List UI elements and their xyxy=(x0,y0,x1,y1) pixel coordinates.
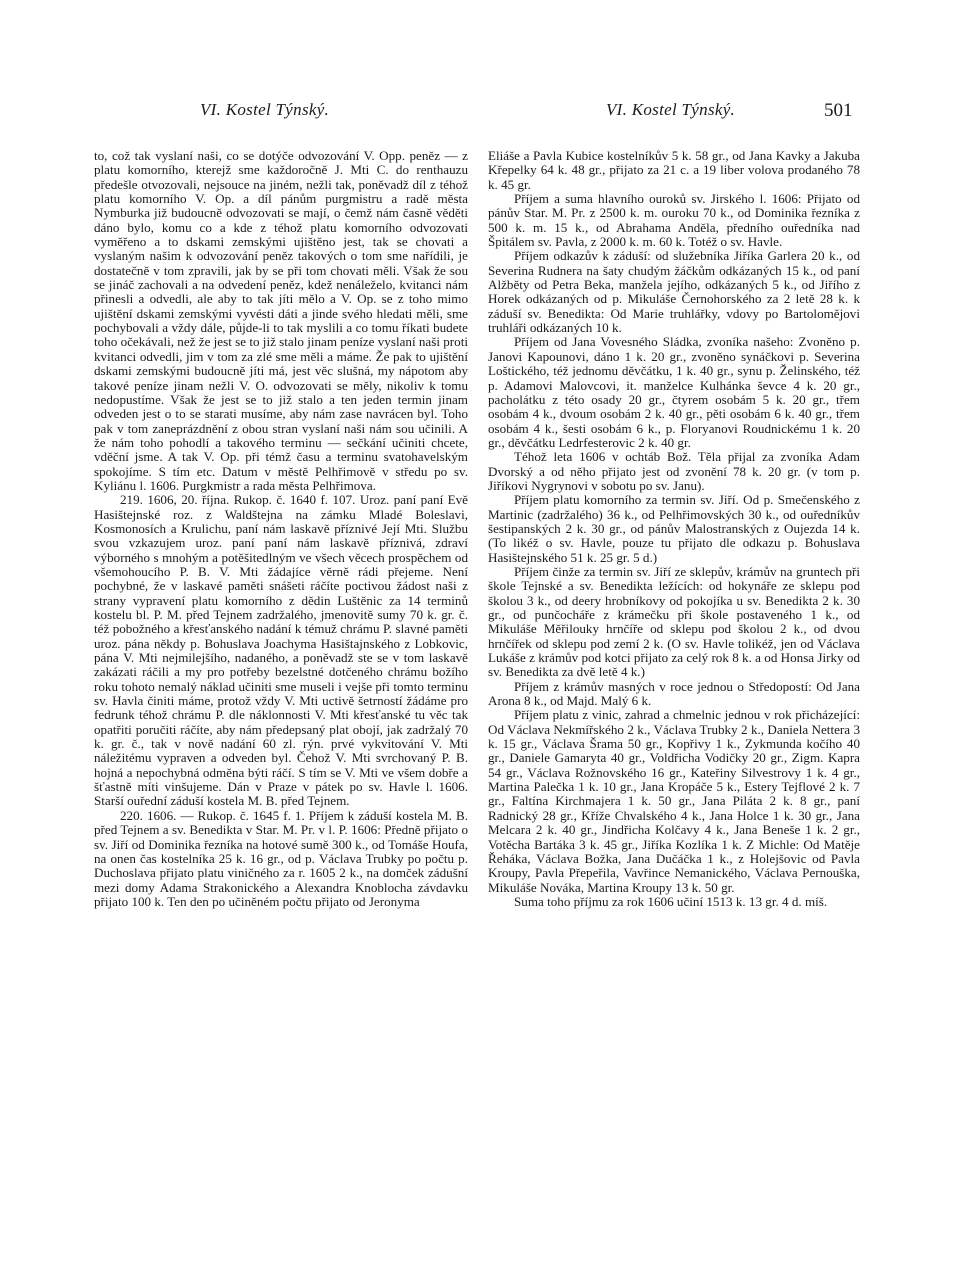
page-header xyxy=(0,100,960,130)
paragraph: to, což tak vyslaní naši, co se dotýče odvozování V. Opp. peněz — z platu komorního, kterejž sme každoročně J. Mti C. do renthauzu předešle otvozovali, nejsouce na jiném, nežli tak, poněvadž díl z téhož platu komorního V. Op. a díl pánům purgmistru a radě města Nymburka již budoucně odvozovati se mají, o čemž nám časně věděti dáno bylo, komu co a kde z téhož platu komorního odvozovati vyměřeno a to dskami zemskými ujištěno jest, tak se chovati a vyslaným našim k odvozování peněz takových o tom sme nařídili, je dostatečně v tom zpravili, jak by se při tom chovati měli. Však že sou se jináč zachovali a na odvedení peněz, kdež nenáleželo, kvitanci nám přinesli a odvedli, ale aby to tak jíti mělo a V. Op. se z toho mimo ujištění dskami zemskými vyvésti dáti a jinde svého hledati měli, sme pochybovali a vždy dále, půjde-li to tak myslili a co tomu říkati budete toho očekávali, než že jest se to již stalo jinam peníze vyslaní naši proti kvitanci odvedli, jim v tom za zlé sme měli a máme. Že pak to ujištění dskami zemskými budoucně jíti má, jest věc slušná, my nápotom aby takové peníze jinam nežli V. O. odvozovati se měly, nikoliv k tomu nedopustíme. Však že jest se to již stalo a ten jeden termin jinam odveden jest o to se starati musíme, aby nám zase navrácen byl. Toho pak v tom zaneprázdnění z obou stran vyslaní naši nám sou učinili. A že nám toho pohodlí a takového terminu — sečkání učiniti chcete, vděční jsme. A tak V. Op. při témž času a terminu svatohavelským spokojíme. S tím etc. Datum v městě Pelhřimově v středu po sv. Kyliánu l. 1606. Purgkmistr a rada města Pelhřimova. xyxy=(94,148,468,493)
paragraph: Příjem z krámův masných v roce jednou o Středopostí: Od Jana Arona 8 k., od Majd. Malý 6 k. xyxy=(488,678,860,709)
paragraph: Příjem a suma hlavního ouroků sv. Jirského l. 1606: Přijato od pánův Star. M. Pr. z 2500 k. m. ouroku 70 k., od Dominika řezníka z 500 k. m. 15 k., od Abrahama Anděla, předního ouředníka nad Špitálem sv. Pavla, z 2000 k. m. 60 k. Totéž o sv. Havle. xyxy=(488,191,860,250)
running-head-left: VI. Kostel Týnský. xyxy=(200,100,330,119)
paragraph: Suma toho příjmu za rok 1606 učiní 1513 k. 13 gr. 4 d. míš. xyxy=(514,893,828,909)
paragraph: Příjem od Jana Vovesného Sládka, zvoníka našeho: Zvoněno p. Janovi Kapounovi, dáno 1 k. 20 gr., zvoněno synáčkovi p. Severina Loštického, též jednomu děvčátku, 1 k. 40 gr., synu p. Želinského, též p. Adamovi Malovcovi, it. manželce Kulhánka ševce 4 k. 20 gr., pacholátku z této osady 20 gr., čtyrem osobám 5 k. 20 gr., třem osobám 4 k., dvoum osobám 2 k. 40 gr., pěti osobám 6 k. 40 gr., třem osobám 4 k., šesti osobám 6 k., p. Floryanovi Roudnickému 1 k. 20 gr., děvčátku Ledrfesterovic 2 k. 40 gr. xyxy=(488,334,860,450)
paragraph: Příjem odkazův k záduší: od služebníka Jiříka Garlera 20 k., od Severina Rudnera na šaty chudým žáčkům odkázaných 15 k., od paní Alžběty od Petra Beka, manžela jejího, odkázaných 5 k., od Jiřího z Horek odkázaných od p. Mikuláše Černohorského za 2 letě 28 k. k záduší sv. Benedikta: Od Marie truhlářky, vdovy po Bartolomějovi truhláři odkázaných 10 k. xyxy=(488,248,860,336)
paragraph: Eliáše a Pavla Kubice kostelníkův 5 k. 58 gr., od Jana Kavky a Jakuba Křepelky 64 k. 48 gr., přijato za 21 c. a 19 liber volova prodaného 78 k. 45 gr. xyxy=(488,148,860,192)
paragraph: Téhož leta 1606 v ochtáb Bož. Těla přijal za zvoníka Adam Dvorský a od něho přijato jest od zvonění 78 k. 20 gr. (v tom p. Jiříkovi Nygrynovi v sobotu po sv. Janu). xyxy=(488,449,860,493)
paragraph: Příjem platu z vinic, zahrad a chmelnic jednou v rok přicházející: Od Václava Nekmířského 2 k., Václava Trubky 2 k., Daniela Nettera 3 k. 15 gr., Václava Šrama 50 gr., Kopřivy 1 k., Zykmunda kočího 40 gr., Daniele Gamaryta 40 gr., Voldřicha Vodičky 20 gr., Zigm. Kapra 54 gr., Václava Rožnovského 16 gr., Kateřiny Silvestrovy 1 k. 4 gr., Martina Palečka 1 k. 10 gr., Jana Kropáče 5 k., Estery Tejflové 2 k. 7 gr., Faltína Kirchmajera 1 k. 50 gr., Jana Piláta 2 k. 8 gr., paní Radnický 28 gr., Kříže Chvalského 4 k., Jana Holce 1 k. 30 gr., Jana Melcara 2 k. 40 gr., Jindřicha Kolčavy 4 k., Jana Beneše 1 k. 2 gr., Votěcha Bartáka 3 k. 45 gr., Jiříka Kozlíka 1 k. Z Michle: Od Matěje Řeháka, Václava Božka, Jana Dučáčka 1 k., z Holejšovic od Pavla Kroupy, Pavla Přepeřila, Vavřince Nemanického, Václava Pernouška, Mikuláše Nováka, Martina Kroupy 13 k. 50 gr. xyxy=(488,707,860,895)
paragraph: 219. 1606, 20. října. Rukop. č. 1640 f. 107. Uroz. paní paní Evě Hasištejnské roz. z Waldštejna na zámku Mladé Boleslavi, Kosmonosích a Krulichu, paní nám laskavě příznivé Její Mti. Službu svou vzkazujem uroz. paní paní nám laskavě příznivá, zdraví výborného s mnohým a potěšitedlným ve všech věcech prospěchem od všemohoucího P. B. V. Mti žádajíce věrně rádi přejeme. Není pochybné, že v laskavé paměti snášeti ráčíte poctivou žádost naši z strany vypravení platu komorního z dědin Luštěnic za 14 terminů kostelu bl. P. M. před Tejnem zadržalého, jmenovitě sumy 70 k. gr. č. též pobožného a křesťanského nadání k témuž chrámu P. slavné paměti uroz. pána někdy p. Bohuslava Joachyma Hasištajnského z Lobkovic, pána V. Mti nejmilejšího, nadaného, a poněvadž ste se v tom laskavě zakázati ráčili a my pro potřeby bezelstné dotčeného chrámu božího roku tohoto nemalý náklad učiniti sme museli i vejše při tomto terminu sv. Havla činiti máme, protož vždy V. Mti uctivě šetrností žádáme pro fedrunk téhož chrámu P. dle náklonnosti V. Mti křesťanské tu věc tak opatřiti poručiti ráčíte, aby nám předepsaný plat obojí, jak zadržalý 70 k. gr. č., tak v nově nadání 60 zl. rýn. prvé vykvitování V. Mti náležitému vypraven a odveden byl. Čehož V. Mti svrchovaný P. B. hojná a nepochybná odměna býti ráčí. S tím se V. Mti ve všem dobře a šťastně míti vinšujeme. Dán v Praze v pátek po sv. Havle l. 1606. Starší ouřední záduší kostela M. B. před Tejnem. xyxy=(94,492,468,809)
running-head-right: VI. Kostel Týnský. xyxy=(606,100,736,119)
paragraph: Příjem činže za termin sv. Jiří ze sklepův, krámův na gruntech při škole Tejnské a sv. Benedikta ležících: od hokynáře ze sklepu pod školou 3 k., od deery hrobníkovy od pokojíka u sv. Benedikta 2 k. 30 gr., od punčocháře z krámečku při škole postaveného 1 k., od Mikuláše Měřilouky hrnčíře od sklepu pod školou 2 k., od dvou hrnčířek od sklepu pod zemí 2 k. (O sv. Havle tolikéž, jen od Václava Lukáše z krámův pod kotci přijato za celý rok 8 k. a od Honsa Jirky od sv. Benedikta za dvě letě 4 k.) xyxy=(488,563,860,680)
paragraph: Příjem platu komorního za termin sv. Jiří. Od p. Smečenského z Martinic (zadržalého) 36 k., od Pelhřimovských 30 k., od ouředníkův šestipanských 2 k. 30 gr., od pánův Malostranských z Oujezda 14 k. (To likéž o sv. Havle, pouze tu přijato dle odkazu p. Bohuslava Hasištejnského 51 k. 25 gr. 5 d.) xyxy=(488,492,860,565)
page-number: 501 xyxy=(824,100,853,121)
right-column xyxy=(488,149,860,909)
left-column xyxy=(94,149,468,909)
paragraph: 220. 1606. — Rukop. č. 1645 f. 1. Příjem k záduší kostela M. B. před Tejnem a sv. Benedikta v Star. M. Pr. v l. P. 1606: Předně přijato o sv. Jiří od Dominika řezníka na hotové sumě 300 k., od Tomáše Houfa, na onen čas kostelníka 25 k. 16 gr., od p. Václava Trubky po počtu p. Duchoslava přijato platu viničného za r. 1605 2 k., na domček zádušní mezi domy Adama Strakonického a Alexandra Knoblocha závdavku přijato 100 k. Ten den po učiněném počtu přijato od Jeronyma xyxy=(94,807,468,909)
